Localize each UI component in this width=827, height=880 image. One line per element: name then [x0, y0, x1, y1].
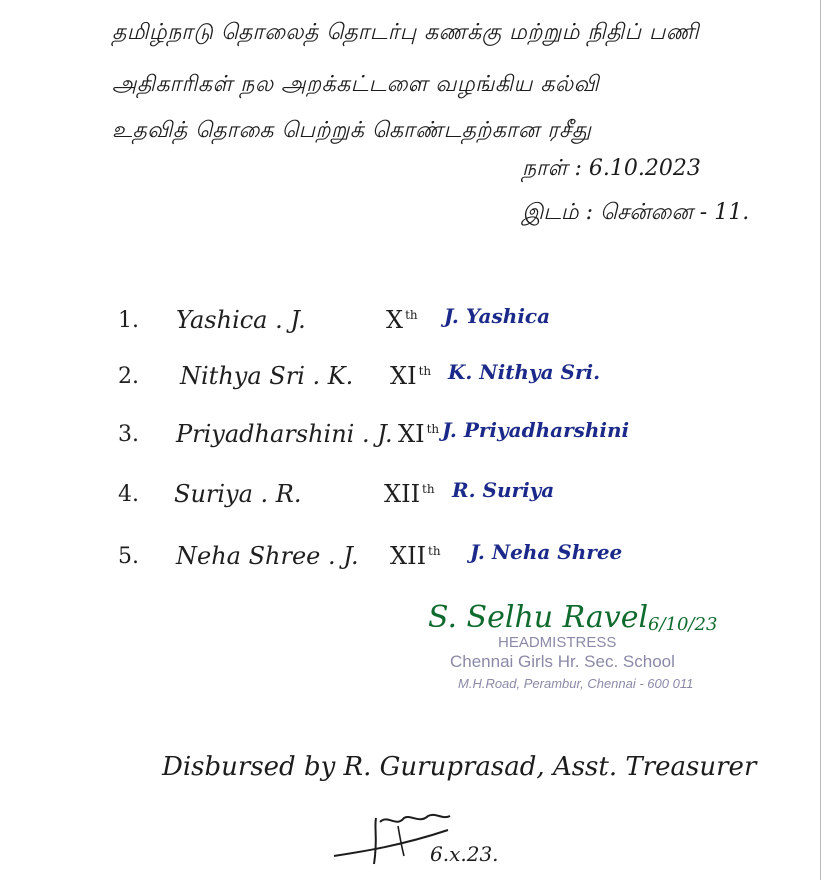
student-class: XI $^{th}$ — [398, 420, 440, 448]
student-signature: R. Suriya — [452, 478, 555, 502]
student-class: XII $^{th}$ — [390, 542, 441, 570]
place-line: இடம் : சென்னை - 11. — [522, 200, 750, 225]
student-row — [118, 302, 768, 342]
date-line: நாள் : 6.10.2023 — [522, 156, 701, 181]
student-name: Yashica . J. — [176, 306, 306, 334]
row-number: 2. — [118, 364, 139, 389]
treasurer-sign-date: 6.x.23. — [430, 842, 499, 866]
stamp-school: Chennai Girls Hr. Sec. School — [450, 652, 675, 671]
disbursed-by-line: Disbursed by R. Guruprasad, Asst. Treasurer — [162, 752, 757, 782]
student-row — [118, 358, 768, 398]
student-signature: J. Neha Shree — [470, 540, 623, 564]
student-class: XII $^{th}$ — [384, 480, 435, 508]
student-signature: J. Priyadharshini — [442, 418, 630, 442]
student-row — [118, 476, 768, 516]
row-number: 1. — [118, 308, 139, 333]
student-name: Nithya Sri . K. — [180, 362, 354, 390]
headmistress-sign-date: 6/10/23 — [648, 614, 718, 635]
row-number: 5. — [118, 544, 139, 569]
student-class: XI $^{th}$ — [390, 362, 432, 390]
heading-line-1: தமிழ்நாடு தொலைத் தொடர்பு கணக்கு மற்றும் நிதிப் பணி — [112, 20, 700, 45]
student-name: Neha Shree . J. — [176, 542, 359, 570]
headmistress-signature: S. Selhu Ravel — [428, 600, 649, 635]
student-row — [118, 538, 768, 578]
heading-line-2: அதிகாரிகள் நல அறக்கட்டளை வழங்கிய கல்வி — [112, 72, 600, 97]
headmistress-stamp — [428, 596, 748, 706]
stamp-title: HEADMISTRESS — [498, 634, 617, 651]
treasurer-signature — [330, 808, 530, 872]
row-number: 3. — [118, 422, 139, 447]
student-name: Priyadharshini . J. — [176, 420, 393, 448]
row-number: 4. — [118, 482, 139, 507]
student-class: X $^{th}$ — [386, 306, 418, 334]
heading-line-3: உதவித் தொகை பெற்றுக் கொண்டதற்கான ரசீது — [112, 118, 592, 143]
student-signature: J. Yashica — [444, 304, 551, 328]
student-signature: K. Nithya Sri. — [448, 360, 601, 384]
student-name: Suriya . R. — [174, 480, 302, 508]
page-edge — [820, 0, 821, 880]
stamp-address: M.H.Road, Perambur, Chennai - 600 011 — [458, 676, 694, 691]
student-row — [118, 416, 768, 456]
